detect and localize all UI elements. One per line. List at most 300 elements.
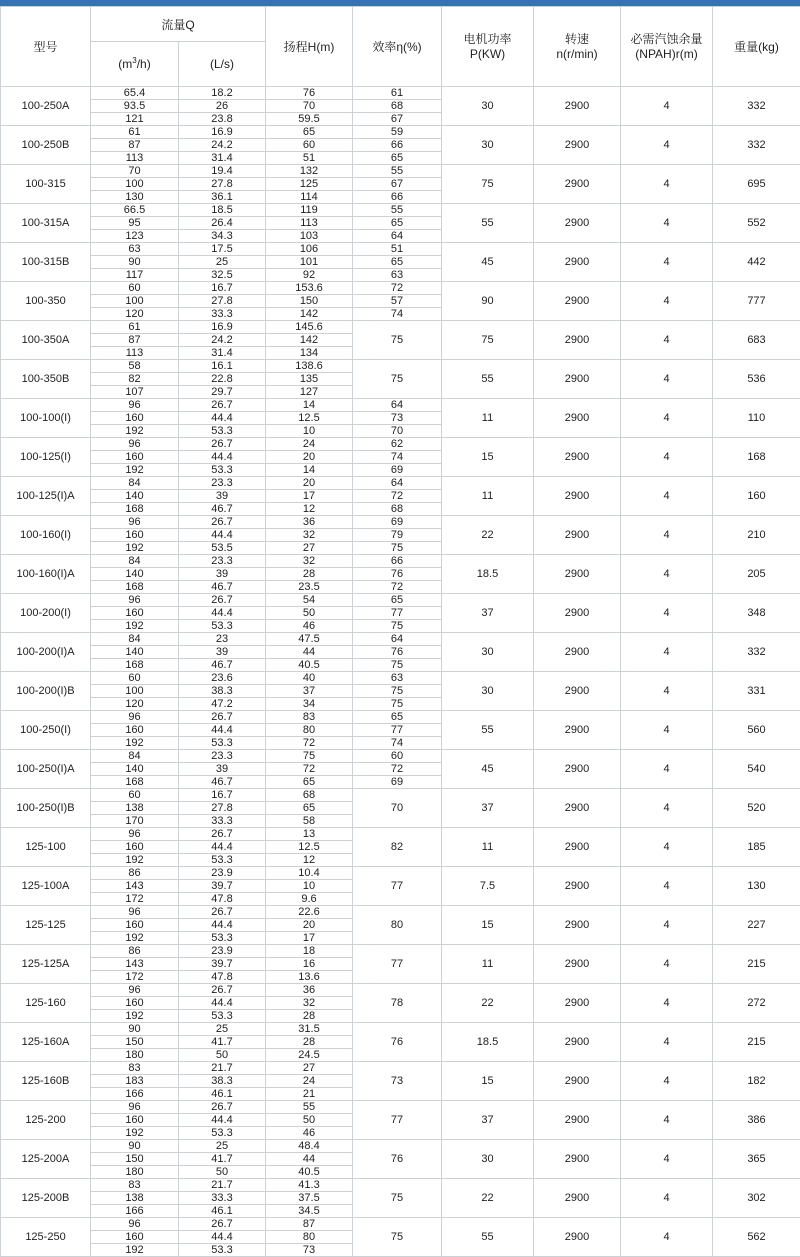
header-npsh — [621, 7, 713, 87]
flow-ls-cell: 25 — [179, 1023, 266, 1036]
efficiency-cell: 79 — [353, 529, 442, 542]
power-cell: 11 — [442, 399, 534, 438]
head-cell: 65 — [266, 126, 353, 139]
head-cell: 12.5 — [266, 412, 353, 425]
flow-m3h-cell: 113 — [91, 152, 179, 165]
head-cell: 9.6 — [266, 893, 353, 906]
speed-cell: 2900 — [534, 906, 621, 945]
flow-ls-cell: 16.9 — [179, 126, 266, 139]
model-cell: 100-315B — [1, 243, 91, 282]
weight-cell: 205 — [713, 555, 800, 594]
flow-ls-cell: 44.4 — [179, 412, 266, 425]
flow-ls-cell: 24.2 — [179, 139, 266, 152]
speed-cell: 2900 — [534, 750, 621, 789]
flow-m3h-cell: 120 — [91, 698, 179, 711]
speed-cell: 2900 — [534, 126, 621, 165]
head-cell: 106 — [266, 243, 353, 256]
header-flow-group: 流量Q — [91, 7, 266, 42]
flow-ls-cell: 33.3 — [179, 1192, 266, 1205]
npsh-cell: 4 — [621, 399, 713, 438]
head-cell: 80 — [266, 1231, 353, 1244]
flow-m3h-cell: 86 — [91, 867, 179, 880]
speed-cell: 2900 — [534, 711, 621, 750]
flow-m3h-cell: 140 — [91, 763, 179, 776]
flow-ls-cell: 44.4 — [179, 724, 266, 737]
npsh-cell: 4 — [621, 1023, 713, 1062]
model-cell: 100-350B — [1, 360, 91, 399]
flow-ls-cell: 26.7 — [179, 1101, 266, 1114]
model-cell: 100-315 — [1, 165, 91, 204]
head-cell: 80 — [266, 724, 353, 737]
flow-ls-cell: 53.5 — [179, 542, 266, 555]
power-cell: 22 — [442, 516, 534, 555]
flow-ls-cell: 16.7 — [179, 789, 266, 802]
table-row — [1, 282, 800, 295]
efficiency-cell: 75 — [353, 321, 442, 360]
efficiency-cell: 68 — [353, 100, 442, 113]
flow-ls-cell: 44.4 — [179, 997, 266, 1010]
weight-cell: 562 — [713, 1218, 800, 1257]
header-efficiency: 效率η(%) — [353, 7, 442, 87]
power-cell: 22 — [442, 984, 534, 1023]
flow-ls-cell: 23.9 — [179, 867, 266, 880]
weight-cell: 777 — [713, 282, 800, 321]
table-row — [1, 87, 800, 100]
flow-ls-cell: 26.7 — [179, 711, 266, 724]
flow-ls-cell: 16.7 — [179, 282, 266, 295]
weight-cell: 185 — [713, 828, 800, 867]
head-cell: 58 — [266, 815, 353, 828]
model-cell: 100-200(I)B — [1, 672, 91, 711]
flow-m3h-cell: 160 — [91, 451, 179, 464]
flow-ls-cell: 23.3 — [179, 477, 266, 490]
flow-ls-cell: 44.4 — [179, 529, 266, 542]
efficiency-cell: 66 — [353, 555, 442, 568]
speed-cell: 2900 — [534, 399, 621, 438]
flow-m3h-cell: 100 — [91, 178, 179, 191]
model-cell: 125-200 — [1, 1101, 91, 1140]
efficiency-cell: 75 — [353, 1218, 442, 1257]
efficiency-cell: 63 — [353, 269, 442, 282]
flow-ls-cell: 26.7 — [179, 828, 266, 841]
head-cell: 14 — [266, 399, 353, 412]
efficiency-cell: 76 — [353, 1140, 442, 1179]
head-cell: 12 — [266, 854, 353, 867]
efficiency-cell: 65 — [353, 711, 442, 724]
header-head: 扬程H(m) — [266, 7, 353, 87]
flow-m3h-cell: 192 — [91, 425, 179, 438]
head-cell: 114 — [266, 191, 353, 204]
head-cell: 36 — [266, 516, 353, 529]
head-cell: 23.5 — [266, 581, 353, 594]
weight-cell: 215 — [713, 945, 800, 984]
flow-m3h-cell: 100 — [91, 685, 179, 698]
head-cell: 87 — [266, 1218, 353, 1231]
head-cell: 32 — [266, 997, 353, 1010]
flow-ls-cell: 47.8 — [179, 971, 266, 984]
model-cell: 100-315A — [1, 204, 91, 243]
flow-m3h-cell: 107 — [91, 386, 179, 399]
weight-cell: 272 — [713, 984, 800, 1023]
head-cell: 127 — [266, 386, 353, 399]
head-cell: 34 — [266, 698, 353, 711]
efficiency-cell: 70 — [353, 789, 442, 828]
efficiency-cell: 72 — [353, 581, 442, 594]
table-row — [1, 906, 800, 919]
efficiency-cell: 57 — [353, 295, 442, 308]
efficiency-cell: 65 — [353, 256, 442, 269]
power-cell: 75 — [442, 165, 534, 204]
flow-m3h-cell: 166 — [91, 1205, 179, 1218]
power-cell: 30 — [442, 672, 534, 711]
npsh-cell: 4 — [621, 477, 713, 516]
npsh-cell: 4 — [621, 1218, 713, 1257]
head-cell: 59.5 — [266, 113, 353, 126]
table-row — [1, 594, 800, 607]
head-cell: 12.5 — [266, 841, 353, 854]
power-cell: 45 — [442, 750, 534, 789]
head-cell: 50 — [266, 1114, 353, 1127]
head-cell: 65 — [266, 802, 353, 815]
efficiency-cell: 72 — [353, 282, 442, 295]
table-row — [1, 555, 800, 568]
power-cell: 75 — [442, 321, 534, 360]
head-cell: 153.6 — [266, 282, 353, 295]
speed-cell: 2900 — [534, 1140, 621, 1179]
flow-m3h-cell: 160 — [91, 1231, 179, 1244]
flow-m3h-cell: 96 — [91, 828, 179, 841]
head-cell: 27 — [266, 1062, 353, 1075]
flow-ls-cell: 24.2 — [179, 334, 266, 347]
flow-ls-cell: 39 — [179, 568, 266, 581]
flow-m3h-cell: 140 — [91, 568, 179, 581]
flow-ls-cell: 25 — [179, 1140, 266, 1153]
npsh-cell: 4 — [621, 1062, 713, 1101]
weight-cell: 332 — [713, 87, 800, 126]
flow-m3h-cell: 60 — [91, 672, 179, 685]
flow-m3h-cell: 83 — [91, 1179, 179, 1192]
flow-ls-cell: 26.7 — [179, 594, 266, 607]
flow-m3h-cell: 140 — [91, 646, 179, 659]
power-cell: 55 — [442, 1218, 534, 1257]
table-row — [1, 945, 800, 958]
efficiency-cell: 77 — [353, 724, 442, 737]
flow-m3h-cell: 168 — [91, 776, 179, 789]
head-cell: 50 — [266, 607, 353, 620]
flow-ls-cell: 53.3 — [179, 1127, 266, 1140]
flow-m3h-cell: 160 — [91, 841, 179, 854]
head-cell: 24 — [266, 438, 353, 451]
table-row — [1, 126, 800, 139]
flow-m3h-cell: 60 — [91, 282, 179, 295]
model-cell: 100-250B — [1, 126, 91, 165]
weight-cell: 168 — [713, 438, 800, 477]
speed-cell: 2900 — [534, 945, 621, 984]
power-cell: 11 — [442, 477, 534, 516]
power-cell: 90 — [442, 282, 534, 321]
model-cell: 100-100(I) — [1, 399, 91, 438]
efficiency-cell: 68 — [353, 503, 442, 516]
flow-m3h-cell: 96 — [91, 711, 179, 724]
flow-m3h-cell: 138 — [91, 1192, 179, 1205]
speed-cell: 2900 — [534, 633, 621, 672]
npsh-cell: 4 — [621, 750, 713, 789]
header-speed — [534, 7, 621, 87]
head-cell: 145.6 — [266, 321, 353, 334]
head-cell: 32 — [266, 529, 353, 542]
efficiency-cell: 61 — [353, 87, 442, 100]
power-cell: 18.5 — [442, 1023, 534, 1062]
flow-ls-cell: 46.7 — [179, 776, 266, 789]
flow-m3h-cell: 160 — [91, 412, 179, 425]
flow-m3h-cell: 60 — [91, 789, 179, 802]
weight-cell: 536 — [713, 360, 800, 399]
flow-m3h-cell: 172 — [91, 971, 179, 984]
head-cell: 150 — [266, 295, 353, 308]
flow-m3h-cell: 168 — [91, 503, 179, 516]
head-cell: 36 — [266, 984, 353, 997]
flow-m3h-cell: 150 — [91, 1036, 179, 1049]
speed-cell: 2900 — [534, 1101, 621, 1140]
weight-cell: 520 — [713, 789, 800, 828]
efficiency-cell: 74 — [353, 451, 442, 464]
flow-ls-cell: 23.8 — [179, 113, 266, 126]
head-cell: 13 — [266, 828, 353, 841]
head-cell: 14 — [266, 464, 353, 477]
flow-ls-cell: 46.7 — [179, 503, 266, 516]
flow-ls-cell: 41.7 — [179, 1153, 266, 1166]
table-row — [1, 1179, 800, 1192]
weight-cell: 552 — [713, 204, 800, 243]
efficiency-cell: 77 — [353, 1101, 442, 1140]
head-cell: 92 — [266, 269, 353, 282]
flow-m3h-cell: 87 — [91, 334, 179, 347]
flow-m3h-cell: 90 — [91, 1023, 179, 1036]
flow-m3h-cell: 61 — [91, 321, 179, 334]
speed-cell: 2900 — [534, 87, 621, 126]
flow-ls-cell: 23.3 — [179, 750, 266, 763]
head-cell: 31.5 — [266, 1023, 353, 1036]
flow-m3h-cell: 95 — [91, 217, 179, 230]
flow-ls-cell: 38.3 — [179, 1075, 266, 1088]
flow-ls-cell: 18.5 — [179, 204, 266, 217]
flow-ls-cell: 23.6 — [179, 672, 266, 685]
flow-m3h-cell: 150 — [91, 1153, 179, 1166]
head-cell: 54 — [266, 594, 353, 607]
power-cell: 15 — [442, 438, 534, 477]
table-body — [1, 87, 800, 1257]
head-cell: 101 — [266, 256, 353, 269]
flow-m3h-cell: 183 — [91, 1075, 179, 1088]
head-cell: 113 — [266, 217, 353, 230]
flow-ls-cell: 53.3 — [179, 425, 266, 438]
head-cell: 46 — [266, 620, 353, 633]
efficiency-cell: 60 — [353, 750, 442, 763]
table-row — [1, 516, 800, 529]
power-cell: 37 — [442, 789, 534, 828]
head-cell: 134 — [266, 347, 353, 360]
efficiency-cell: 65 — [353, 152, 442, 165]
flow-ls-cell: 44.4 — [179, 1114, 266, 1127]
npsh-cell: 4 — [621, 243, 713, 282]
flow-m3h-cell: 160 — [91, 919, 179, 932]
flow-m3h-sup: 3 — [132, 56, 137, 65]
table-row — [1, 243, 800, 256]
speed-cell: 2900 — [534, 165, 621, 204]
flow-m3h-cell: 192 — [91, 854, 179, 867]
npsh-cell: 4 — [621, 594, 713, 633]
flow-m3h-cell: 192 — [91, 932, 179, 945]
flow-m3h-cell: 180 — [91, 1166, 179, 1179]
table-row — [1, 1101, 800, 1114]
head-cell: 10.4 — [266, 867, 353, 880]
weight-cell: 348 — [713, 594, 800, 633]
flow-m3h-cell: 143 — [91, 880, 179, 893]
flow-m3h-cell: 172 — [91, 893, 179, 906]
flow-m3h-cell: 84 — [91, 750, 179, 763]
header-power-line2: P(KW) — [469, 46, 506, 61]
npsh-cell: 4 — [621, 789, 713, 828]
head-cell: 68 — [266, 789, 353, 802]
efficiency-cell: 55 — [353, 165, 442, 178]
flow-m3h-cell: 86 — [91, 945, 179, 958]
power-cell: 55 — [442, 711, 534, 750]
flow-ls-cell: 19.4 — [179, 165, 266, 178]
flow-m3h-pre: (m — [118, 57, 133, 71]
weight-cell: 130 — [713, 867, 800, 906]
flow-ls-cell: 53.3 — [179, 932, 266, 945]
head-cell: 28 — [266, 1010, 353, 1023]
npsh-cell: 4 — [621, 1101, 713, 1140]
head-cell: 142 — [266, 308, 353, 321]
table-row — [1, 360, 800, 373]
table-row — [1, 789, 800, 802]
flow-ls-cell: 26.7 — [179, 399, 266, 412]
flow-m3h-cell: 160 — [91, 529, 179, 542]
head-cell: 76 — [266, 87, 353, 100]
table-row — [1, 477, 800, 490]
flow-ls-cell: 44.4 — [179, 919, 266, 932]
power-cell: 15 — [442, 1062, 534, 1101]
flow-m3h-cell: 96 — [91, 1218, 179, 1231]
flow-ls-cell: 18.2 — [179, 87, 266, 100]
flow-m3h-cell: 96 — [91, 594, 179, 607]
power-cell: 55 — [442, 360, 534, 399]
flow-ls-cell: 39.7 — [179, 880, 266, 893]
power-cell: 55 — [442, 204, 534, 243]
npsh-cell: 4 — [621, 672, 713, 711]
flow-m3h-cell: 70 — [91, 165, 179, 178]
flow-ls-cell: 50 — [179, 1049, 266, 1062]
efficiency-cell: 75 — [353, 659, 442, 672]
flow-m3h-post: /h) — [136, 57, 151, 71]
npsh-cell: 4 — [621, 984, 713, 1023]
head-cell: 73 — [266, 1244, 353, 1257]
flow-m3h-cell: 192 — [91, 1244, 179, 1257]
efficiency-cell: 67 — [353, 113, 442, 126]
flow-m3h-cell: 96 — [91, 1101, 179, 1114]
model-cell: 125-200B — [1, 1179, 91, 1218]
head-cell: 17 — [266, 490, 353, 503]
weight-cell: 302 — [713, 1179, 800, 1218]
flow-ls-cell: 53.3 — [179, 737, 266, 750]
npsh-cell: 4 — [621, 360, 713, 399]
head-cell: 27 — [266, 542, 353, 555]
flow-m3h-cell: 61 — [91, 126, 179, 139]
table-row — [1, 672, 800, 685]
table-row — [1, 1023, 800, 1036]
head-cell: 40 — [266, 672, 353, 685]
efficiency-cell: 75 — [353, 1179, 442, 1218]
flow-ls-cell: 53.3 — [179, 854, 266, 867]
efficiency-cell: 76 — [353, 1023, 442, 1062]
weight-cell: 331 — [713, 672, 800, 711]
efficiency-cell: 76 — [353, 568, 442, 581]
flow-m3h-cell: 63 — [91, 243, 179, 256]
model-cell: 100-350A — [1, 321, 91, 360]
table-row — [1, 165, 800, 178]
head-cell: 135 — [266, 373, 353, 386]
pump-spec-table — [0, 6, 800, 1257]
weight-cell: 386 — [713, 1101, 800, 1140]
npsh-cell: 4 — [621, 126, 713, 165]
efficiency-cell: 64 — [353, 477, 442, 490]
head-cell: 20 — [266, 919, 353, 932]
efficiency-cell: 69 — [353, 464, 442, 477]
model-cell: 100-160(I)A — [1, 555, 91, 594]
efficiency-cell: 63 — [353, 672, 442, 685]
flow-ls-cell: 47.8 — [179, 893, 266, 906]
head-cell: 75 — [266, 750, 353, 763]
speed-cell: 2900 — [534, 282, 621, 321]
weight-cell: 332 — [713, 633, 800, 672]
model-cell: 100-350 — [1, 282, 91, 321]
speed-cell: 2900 — [534, 789, 621, 828]
table-row — [1, 750, 800, 763]
head-cell: 24.5 — [266, 1049, 353, 1062]
header-flow-m3h — [91, 42, 179, 87]
flow-ls-cell: 26.4 — [179, 217, 266, 230]
flow-ls-cell: 26.7 — [179, 984, 266, 997]
head-cell: 32 — [266, 555, 353, 568]
npsh-cell: 4 — [621, 945, 713, 984]
speed-cell: 2900 — [534, 204, 621, 243]
speed-cell: 2900 — [534, 1062, 621, 1101]
model-cell: 100-125(I)A — [1, 477, 91, 516]
flow-m3h-cell: 100 — [91, 295, 179, 308]
flow-m3h-cell: 66.5 — [91, 204, 179, 217]
model-cell: 100-250(I)B — [1, 789, 91, 828]
flow-ls-cell: 53.3 — [179, 1244, 266, 1257]
flow-ls-cell: 22.8 — [179, 373, 266, 386]
efficiency-cell: 75 — [353, 620, 442, 633]
flow-ls-cell: 33.3 — [179, 815, 266, 828]
model-cell: 125-160A — [1, 1023, 91, 1062]
table-row — [1, 711, 800, 724]
head-cell: 46 — [266, 1127, 353, 1140]
table-row — [1, 1062, 800, 1075]
flow-m3h-cell: 160 — [91, 607, 179, 620]
model-cell: 100-200(I) — [1, 594, 91, 633]
flow-ls-cell: 17.5 — [179, 243, 266, 256]
table-row — [1, 438, 800, 451]
head-cell: 83 — [266, 711, 353, 724]
npsh-cell: 4 — [621, 321, 713, 360]
flow-m3h-cell: 160 — [91, 997, 179, 1010]
flow-ls-cell: 26.7 — [179, 1218, 266, 1231]
model-cell: 125-160 — [1, 984, 91, 1023]
flow-m3h-cell: 83 — [91, 1062, 179, 1075]
